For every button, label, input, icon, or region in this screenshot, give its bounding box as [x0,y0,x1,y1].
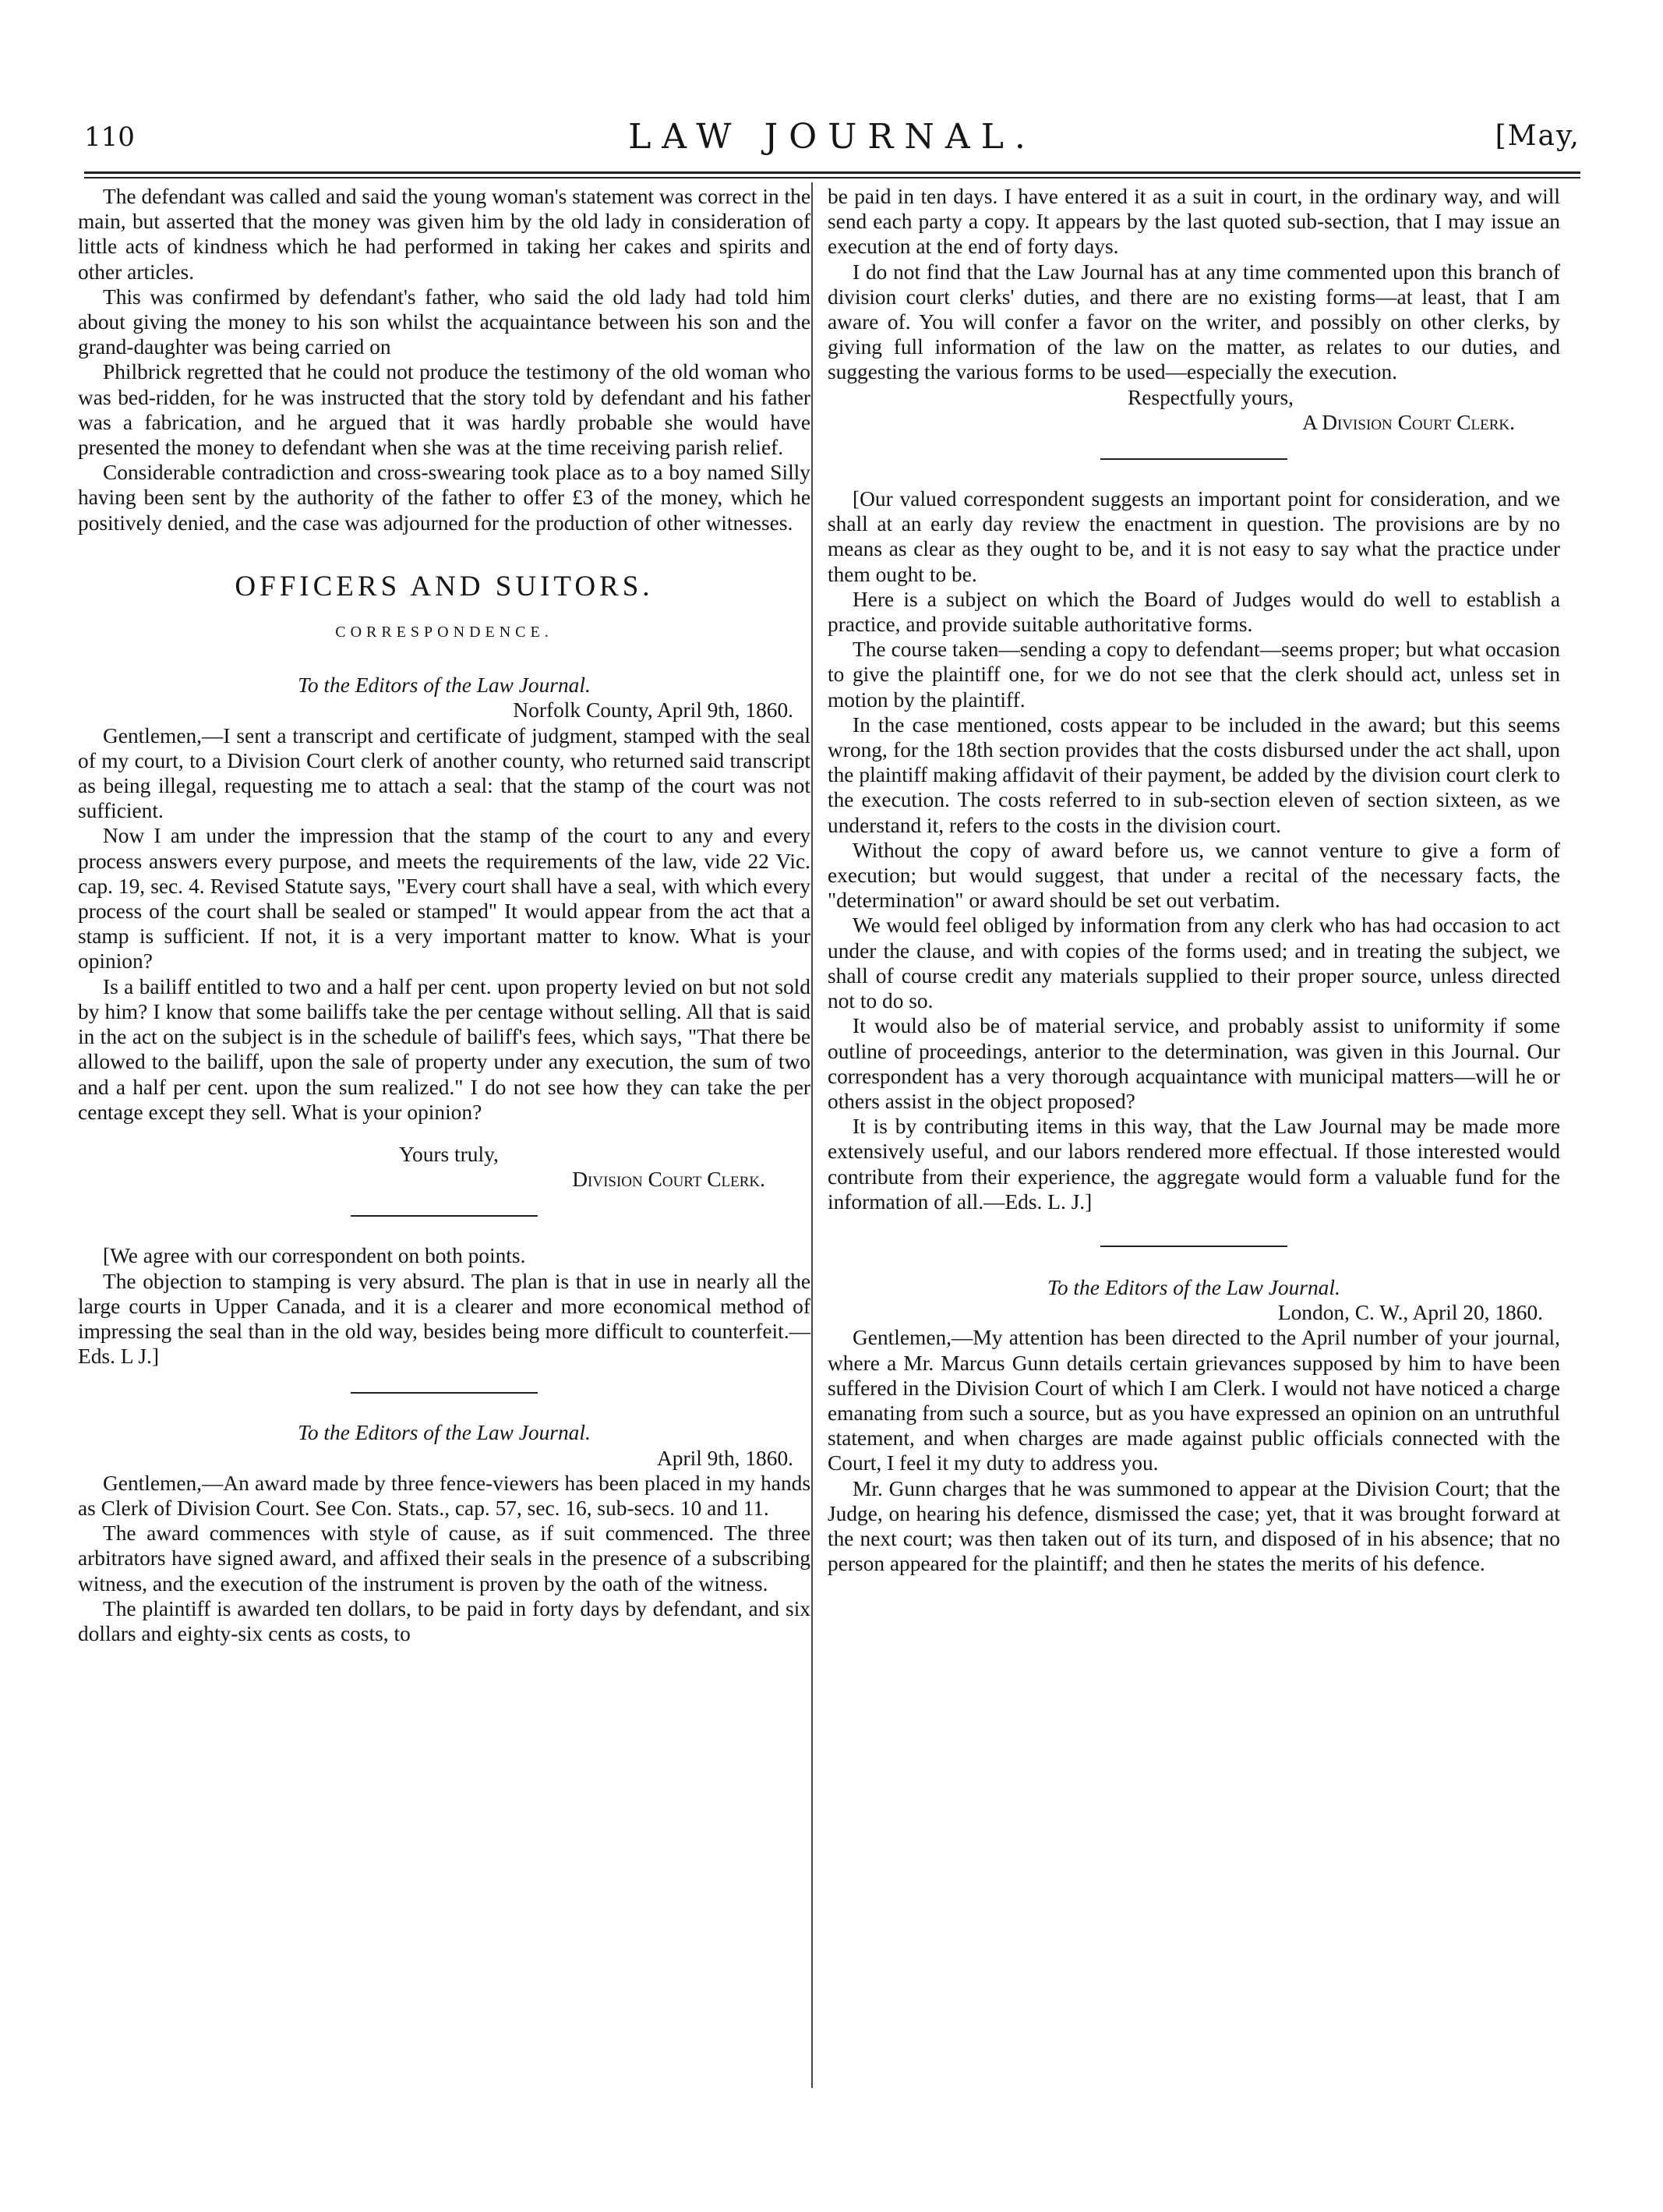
paragraph: I do not find that the Law Journal has at any time commented upon this branch of division court clerks' duties, and there are no existing forms—at least, that I am aware of. You will confer a favor on the writer, and possibly on other clerks, by giving full information of the law on the matter, as relates to our duties, and suggesting the various forms to be used—especially the execution. [828,260,1560,384]
paragraph: be paid in ten days. I have entered it as a suit in court, in the ordinary way, and will send each party a copy. It appears by the last quoted sub-section, that I may issue an execution at the end of forty days. [828,185,1560,259]
right-column [828,184,1560,1576]
letter-dateline: April 9th, 1860. [657,1446,793,1470]
header-rule-thick [84,171,1580,174]
paragraph: The course taken—sending a copy to defendant—seems proper; but what occasion to give the plaintiff one, for we do not see that the clerk should act, unless set in motion by the plaintiff. [828,638,1560,712]
letter-signature: Division Court Clerk. [572,1168,765,1192]
separator-rule [351,1392,538,1394]
left-column [78,184,810,1646]
letter-closing: Respectfully yours, [1128,385,1294,409]
page-header [84,117,1580,167]
paragraph: We would feel obliged by information from any clerk who has had occasion to act under the clause, and with copies of the forms used; and in treating the subject, we shall of course credit any materials supplied to their proper source, unless directed not to do so. [828,913,1560,1013]
paragraph: [Our valued correspondent suggests an important point for consideration, and we shall at an early day review the enactment in question. The provisions are by no means as clear as they ought to be, and it is not easy to say what the practice under them ought to be. [828,487,1560,586]
letter-salutation: To the Editors of the Law Journal. [298,673,591,698]
paragraph: It is by contributing items in this way, that the Law Journal may be made more extensively useful, and our labors rendered more effectual. If those interested would contribute from their experience, the aggregate would form a valuable fund for the information of all.—Eds. L. J.] [828,1115,1560,1214]
letter-signature: A Division Court Clerk. [1302,410,1515,434]
paragraph: [We agree with our correspondent on both points. [103,1244,526,1268]
column-divider [811,182,813,2088]
letter-dateline: London, C. W., April 20, 1860. [1277,1301,1543,1325]
journal-title: LAW JOURNAL. [628,117,1036,157]
section-heading: OFFICERS AND SUITORS. [235,570,654,602]
page-number: 110 [84,122,135,153]
header-rule-thin [84,177,1580,178]
paragraph: This was confirmed by defendant's father, who said the old lady had told him about giving the money to his son whilst the acquaintance between his son and the grand-daughter was being carried on [78,284,810,359]
paragraph: Considerable contradiction and cross-swearing took place as to a boy named Silly having been sent by the authority of the father to offer £3 of the money, which he positively denied, and the case was adjourned for the production of other witnesses. [78,461,810,535]
separator-rule [1100,458,1287,460]
letter-dateline: Norfolk County, April 9th, 1860. [513,698,793,723]
paragraph: The plaintiff is awarded ten dollars, to be paid in forty days by defendant, and six dollars and eighty-six cents as costs, to [78,1596,810,1645]
paragraph: It would also be of material service, and probably assist to uniformity if some outline of proceedings, anterior to the determination, was given in this Journal. Our correspondent has a very thorough acquaintance with municipal matters—will he or others assist in the object proposed? [828,1014,1560,1113]
paragraph: Gentlemen,—My attention has been directed to the April number of your journal, where a Mr. Marcus Gunn details certain grievances supposed by him to have been suffered in the Division Court of which I am Clerk. I would not have noticed a charge emanating from such a source, but as you have expressed an opinion on an untruthful statement, and when charges are made against public officials connected with the Court, I feel it my duty to address you. [828,1326,1560,1475]
paragraph: The award commences with style of cause, as if suit commenced. The three arbitrators have signed award, and affixed their seals in the presence of a subscribing witness, and the execution of the instrument is proven by the oath of the witness. [78,1521,810,1595]
paragraph: Philbrick regretted that he could not produce the testimony of the old woman who was bed-ridden, for he was instructed that the story told by defendant and his father was a fabrication, and he argued that it was hardly probable she would have presented the money to defendant when she was at the time receiving parish relief. [78,360,810,460]
paragraph: Now I am under the impression that the stamp of the court to any and every process answers every purpose, and meets the requirements of the law, vide 22 Vic. cap. 19, sec. 4. Revised Statute says, "Every court shall have a seal, with which every process of the court shall be sealed or stamped" It would appear from the act that a stamp is sufficient. If not, it is a very important matter to know. What is your opinion? [78,824,810,973]
separator-rule [351,1215,538,1217]
header-month: [May, [1495,120,1580,152]
letter-salutation: To the Editors of the Law Journal. [1047,1275,1340,1299]
paragraph: The defendant was called and said the young woman's statement was correct in the main, but asserted that the money was given him by the old lady in consideration of little acts of kindness which he had performed in taking her cakes and spirits and other articles. [78,185,810,284]
paragraph: Is a bailiff entitled to two and a half per cent. upon property levied on but not sold by him? I know that some bailiffs take the per centage without selling. All that is said in the act on the subject is in the schedule of bailiff's fees, which says, "That there be allowed to the bailiff, upon the sale of property under any execution, the sum of two and a half per cent. upon the sum realized." I do not see how they can take the per centage except they sell. What is your opinion? [78,974,810,1124]
letter-closing: Yours truly, [399,1142,499,1166]
paragraph: Mr. Gunn charges that he was summoned to appear at the Division Court; that the Judge, on hearing his defence, dismissed the case; yet, that it was brought forward at the next court; was then taken out of its turn, and disposed of in his absence; that no person appeared for the plaintiff; and then he states the merits of his defence. [828,1476,1560,1576]
section-subheading: CORRESPONDENCE. [335,624,553,641]
paragraph: The objection to stamping is very absurd. The plan is that in use in nearly all the large courts in Upper Canada, and it is a clearer and more economical method of impressing the seal than in the old way, besides being more difficult to counterfeit.—Eds. L J.] [78,1269,810,1369]
separator-rule [1100,1246,1287,1247]
letter-salutation: To the Editors of the Law Journal. [298,1421,591,1445]
paragraph: Gentlemen,—An award made by three fence-viewers has been placed in my hands as Clerk of Division Court. See Con. Stats., cap. 57, sec. 16, sub-secs. 10 and 11. [78,1471,810,1520]
paragraph: Here is a subject on which the Board of Judges would do well to establish a practice, and provide suitable authoritative forms. [828,587,1560,637]
paragraph: In the case mentioned, costs appear to be included in the award; but this seems wrong, for the 18th section provides that the costs disbursed under the act shall, upon the plaintiff making affidavit of their payment, be added by the division court clerk to the execution. The costs referred to in sub-section eleven of section sixteen, as we understand it, refers to the costs in the division court. [828,712,1560,837]
paragraph: Without the copy of award before us, we cannot venture to give a form of execution; but would suggest, that under a recital of the necessary facts, the "determination" or award should be set out verbatim. [828,838,1560,913]
paragraph: Gentlemen,—I sent a transcript and certificate of judgment, stamped with the seal of my court, to a Division Court clerk of another county, who returned said transcript as being illegal, requesting me to attach a seal: that the stamp of the court was not sufficient. [78,723,810,823]
